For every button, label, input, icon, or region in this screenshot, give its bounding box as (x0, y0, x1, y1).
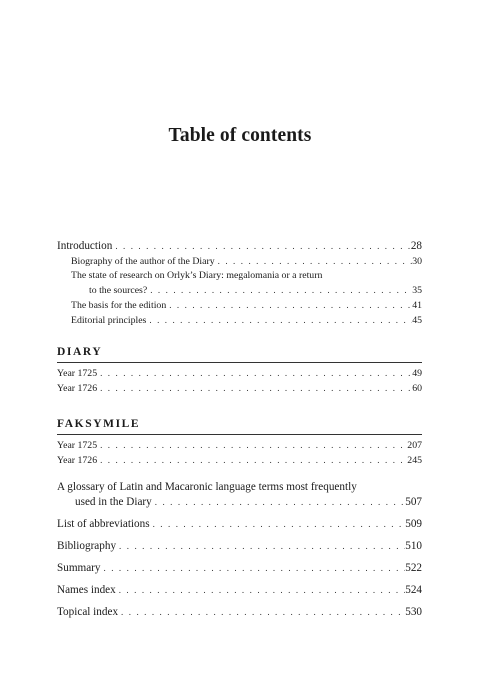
toc-entry-page: 509 (405, 518, 422, 530)
leader-dots (118, 604, 405, 620)
toc-entry-page: 207 (407, 440, 422, 451)
toc-entry-diary-1726[interactable] (57, 381, 422, 396)
leader-dots (101, 560, 406, 576)
toc-entry-label: Year 1725 (57, 368, 98, 379)
toc-entry-diary-1725[interactable] (57, 366, 422, 381)
toc-entry-label: Introduction (57, 240, 113, 252)
leader-dots (112, 238, 411, 254)
section-heading-diary: DIARY (57, 346, 103, 358)
toc-entry-page: 41 (412, 300, 422, 311)
toc-entry-page: 245 (407, 455, 422, 466)
toc-entry-label: Biography of the author of the Diary (71, 256, 215, 267)
toc-entry-label: used in the Diary (75, 496, 152, 508)
leader-dots (152, 495, 405, 510)
toc-entry-faksymile-1725[interactable] (57, 438, 422, 453)
toc-entry-label: Topical index (57, 606, 119, 618)
toc-entry-page: 524 (405, 584, 422, 596)
toc-entry-page: 530 (405, 606, 422, 618)
toc-entry-label: Year 1726 (57, 383, 98, 394)
toc-entry-label: Year 1726 (57, 455, 98, 466)
leader-dots (116, 538, 405, 554)
toc-entry-names-index[interactable] (57, 582, 422, 598)
toc-entry-basis-for-edition[interactable] (57, 298, 422, 313)
leader-dots (97, 366, 412, 380)
toc-entry-label: to the sources? (89, 285, 148, 296)
toc-entry-summary[interactable] (57, 560, 422, 576)
leader-dots (146, 313, 412, 327)
leader-dots (97, 438, 407, 452)
toc-entry-state-of-research[interactable] (57, 283, 422, 298)
toc-entry-state-of-research-line1[interactable]: The state of research on Orlyk’s Diary: megalomania or a return (71, 270, 323, 281)
leader-dots (215, 254, 413, 268)
toc-entry-biography[interactable] (57, 254, 422, 269)
toc-entry-abbreviations[interactable] (57, 516, 422, 532)
section-heading-faksymile: FAKSYMILE (57, 418, 141, 430)
toc-entry-page: 522 (405, 562, 422, 574)
section-divider (57, 362, 422, 363)
toc-entry-label: List of abbreviations (57, 518, 150, 530)
section-divider (57, 434, 422, 435)
toc-entry-page: 60 (412, 383, 422, 394)
leader-dots (150, 516, 406, 532)
toc-entry-page: 510 (405, 540, 422, 552)
toc-entry-page: 507 (405, 496, 422, 508)
toc-entry-faksymile-1726[interactable] (57, 453, 422, 468)
toc-entry-page: 28 (410, 240, 422, 252)
leader-dots (147, 283, 412, 297)
leader-dots (97, 381, 412, 395)
toc-entry-editorial-principles[interactable] (57, 313, 422, 328)
toc-entry-glossary[interactable] (57, 495, 422, 510)
toc-entry-label: The basis for the edition (71, 300, 167, 311)
leader-dots (97, 453, 407, 467)
toc-entry-label: Bibliography (57, 540, 117, 552)
toc-entry-page: 49 (412, 368, 422, 379)
toc-entry-topical-index[interactable] (57, 604, 422, 620)
toc-entry-introduction[interactable] (57, 238, 422, 254)
table-of-contents (57, 238, 422, 620)
toc-entry-label: Names index (57, 584, 116, 596)
leader-dots (166, 298, 412, 312)
toc-entry-label: Summary (57, 562, 101, 574)
toc-entry-bibliography[interactable] (57, 538, 422, 554)
page-title: Table of contents (168, 125, 312, 146)
toc-entry-page: 45 (412, 315, 422, 326)
toc-entry-page: 30 (412, 256, 422, 267)
toc-entry-label: Editorial principles (71, 315, 147, 326)
toc-entry-page: 35 (412, 285, 422, 296)
leader-dots (116, 582, 406, 598)
toc-entry-label: Year 1725 (57, 440, 98, 451)
toc-entry-glossary-line1[interactable]: A glossary of Latin and Macaronic language terms most frequently (57, 481, 357, 493)
